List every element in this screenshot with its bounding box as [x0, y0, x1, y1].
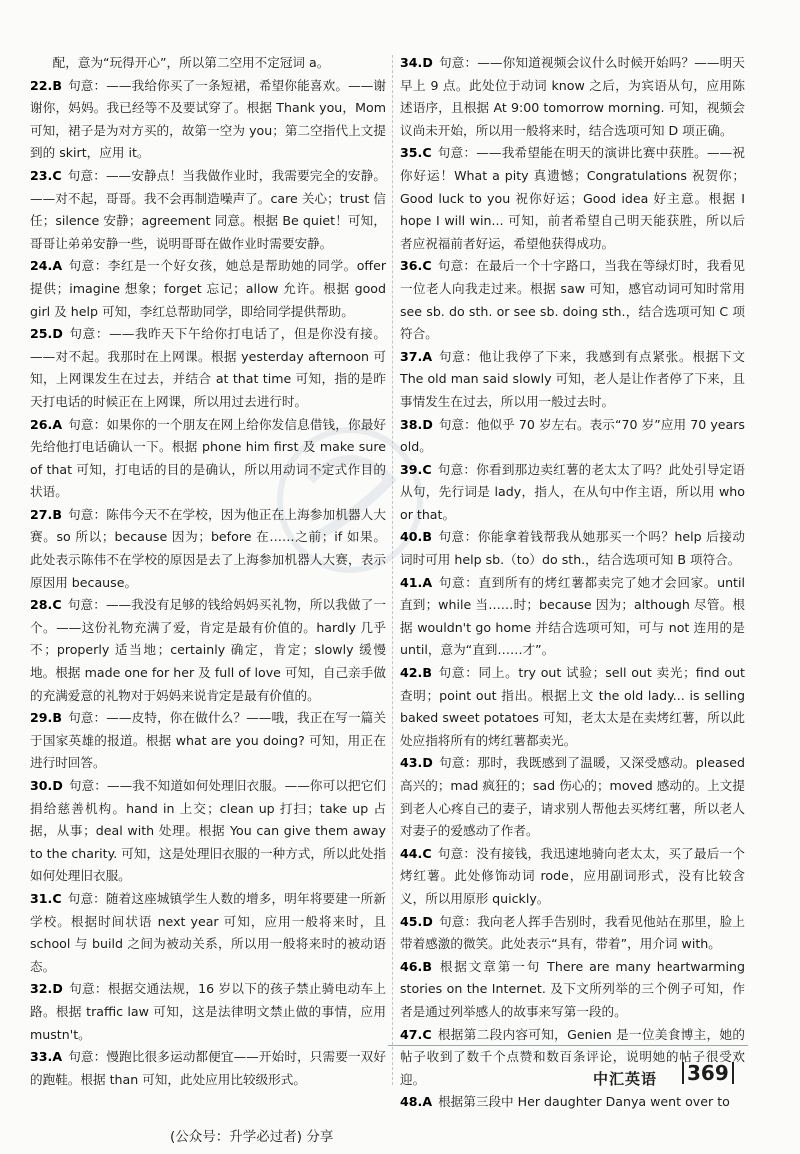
question-number: 45.	[400, 913, 423, 929]
right-column	[400, 52, 745, 1114]
question-number: 26.	[30, 416, 53, 432]
answer-letter: C	[422, 258, 432, 274]
explanation-text: 句意：我向老人挥手告别时，我看见他站在那里，脸上带着感激的微笑。此处表示“具有，带着”，用介词 with。	[400, 913, 745, 952]
answer-entry	[30, 165, 386, 255]
answer-entry	[30, 323, 386, 413]
question-number: 27.	[30, 506, 53, 522]
question-number: 43.	[400, 755, 423, 771]
question-number: 33.	[30, 1049, 53, 1065]
answer-letter: B	[52, 506, 62, 522]
answer-letter: A	[52, 258, 63, 274]
answer-entry	[30, 707, 386, 775]
question-number: 44.	[400, 845, 423, 861]
question-number: 37.	[400, 348, 423, 364]
explanation-text: 根据第三段中 Her daughter Danya went over to	[438, 1094, 730, 1110]
explanation-text: 句意：他似乎 70 岁左右。表示“70 岁”应用 70 years old。	[400, 416, 745, 455]
answer-entry	[30, 1046, 386, 1091]
answer-letter: C	[52, 597, 62, 613]
answer-letter: D	[52, 326, 63, 342]
column-divider	[392, 55, 393, 1085]
question-number: 29.	[30, 710, 53, 726]
answer-entry	[400, 255, 745, 345]
answer-entry	[30, 255, 386, 323]
answer-letter: A	[52, 416, 63, 432]
answer-entry	[30, 594, 386, 707]
explanation-text: 句意：同上。try out 试验；sell out 卖光；find out 查明；point out 指出。根据上文 the old lady... is selling baked sweet potatoes 可知，老太太是在卖烤红薯，所以此处应指将所有的烤红薯都卖光。	[400, 665, 745, 748]
answer-entry	[400, 526, 745, 571]
explanation-text: 句意：你能拿着钱帮我从她那买一个吗？help 后接动词时可用 help sb.（to）do sth.，结合选项可知 B 项符合。	[400, 529, 745, 568]
question-number: 30.	[30, 778, 53, 793]
answer-entry	[30, 775, 386, 888]
answer-letter: B	[422, 665, 432, 681]
question-number: 41.	[400, 574, 423, 590]
footer-book-title: 中汇英语	[593, 1070, 658, 1088]
answer-letter: B	[52, 710, 62, 726]
answer-entry	[30, 75, 386, 165]
answer-letter: D	[52, 981, 63, 997]
answer-letter: C	[422, 461, 432, 477]
explanation-text: 句意：随着这座城镇学生人数的增多，明年将要建一所新学校。根据时间状语 next year 可知，应用一般将来时，且 school 与 build 之间为被动关系，所以用一般将来时的被动语态。	[30, 890, 386, 974]
answer-letter: B	[422, 958, 432, 974]
question-number: 39.	[400, 461, 423, 477]
answer-letter: C	[52, 167, 62, 183]
answer-entry	[400, 1091, 745, 1114]
question-number: 22.	[30, 77, 53, 93]
question-number: 47.	[400, 1026, 423, 1042]
explanation-text: 句意：你看到那边卖红薯的老太太了吗？此处引导定语从句，先行词是 lady，指人，在从句中作主语，所以用 who or that。	[400, 461, 745, 522]
explanation-text: 句意：——你知道视频会议什么时候开始吗？——明天早上 9 点。此处位于动词 know 之后，为宾语从句，应用陈述语序，且根据 At 9:00 tomorrow morning. 可知，视频会议尚未开始，所以用一般将来时，结合选项可知 D 项正确。	[400, 55, 745, 138]
question-number: 36.	[400, 258, 423, 274]
answer-letter: A	[52, 1049, 63, 1065]
answer-letter: A	[422, 574, 433, 590]
question-number: 34.	[400, 55, 423, 70]
answer-letter: B	[422, 529, 432, 545]
footer-page-number: 369	[682, 1062, 734, 1084]
answer-entry	[400, 346, 745, 414]
answer-entry	[400, 414, 745, 459]
answer-entry	[400, 572, 745, 662]
answer-entry	[30, 978, 386, 1046]
question-number: 38.	[400, 416, 423, 432]
answer-entry	[30, 52, 386, 75]
explanation-text: 配，意为“玩得开心”，所以第二空用不定冠词 a。	[52, 55, 330, 70]
question-number: 28.	[30, 597, 53, 613]
answer-letter: A	[422, 1094, 433, 1110]
answer-letter: D	[422, 755, 433, 771]
answer-entry	[400, 52, 745, 142]
question-number: 25.	[30, 326, 53, 342]
answer-entry	[400, 662, 745, 752]
question-number: 23.	[30, 167, 53, 183]
answer-entry	[30, 504, 386, 594]
answer-entry	[400, 956, 745, 1024]
explanation-text: 句意：——我给你买了一条短裙，希望你能喜欢。——谢谢你，妈妈。我已经等不及要试穿了。根据 Thank you，Mom 可知，裙子是为对方买的，故第一空为 you；第二空指代上文提到的 skirt，应用 it。	[30, 77, 386, 161]
answer-letter: D	[422, 416, 433, 432]
answer-letter: C	[422, 1026, 432, 1042]
explanation-text: 句意：如果你的一个朋友在网上给你发信息借钱，你最好先给他打电话确认一下。根据 phone him first 及 make sure of that 可知，打电话的目的是确认，所以用动词不定式作目的状语。	[30, 416, 386, 500]
answer-letter: D	[422, 913, 433, 929]
explanation-text: 句意：——皮特，你在做什么？——哦，我正在写一篇关于国家英雄的报道。根据 what are you doing? 可知，用正在进行时回答。	[30, 710, 386, 771]
answer-letter: C	[422, 145, 432, 161]
explanation-text: 根据第二段内容可知，Genien 是一位美食博主，她的帖子收到了数千个点赞和数百条评论，说明她的帖子很受欢迎。	[400, 1026, 745, 1087]
question-number: 42.	[400, 665, 423, 681]
explanation-text: 句意：在最后一个十字路口，当我在等绿灯时，我看见一位老人向我走过来。根据 saw 可知，感官动词可知时常用 see sb. do sth. or see sb. doing sth.，结合选项可知 C 项符合。	[400, 258, 745, 342]
explanation-text: 根据文章第一句 There are many heartwarming stories on the Internet. 及下文所列举的三个例子可知，作者是通过列举感人的故事来写第一段的。	[400, 958, 745, 1019]
answer-entry	[400, 843, 745, 911]
question-number: 32.	[30, 981, 53, 997]
answer-entry	[400, 911, 745, 956]
explanation-text: 句意：——安静点！当我做作业时，我需要完全的安静。——对不起，哥哥。我不会再制造噪声了。care 关心；trust 信任；silence 安静；agreement 同意。根据 Be quiet！可知，哥哥让弟弟安静一些，说明哥哥在做作业时需要安静。	[30, 167, 386, 251]
explanation-text: 句意：慢跑比很多运动都便宜——开始时，只需要一双好的跑鞋。根据 than 可知，此处应用比较级形式。	[30, 1049, 386, 1087]
answer-letter: A	[422, 348, 433, 364]
answer-entry	[30, 414, 386, 504]
explanation-text: 句意：直到所有的烤红薯都卖完了她才会回家。until 直到；while 当……时；because 因为；although 尽管。根据 wouldn't go home 并结合选项可知，可与 not 连用的是 until，意为“直到……才”。	[400, 574, 745, 658]
question-number: 48.	[400, 1094, 423, 1110]
explanation-text: 句意：——我没有足够的钱给妈妈买礼物，所以我做了一个。——这份礼物充满了爱，肯定是最有价值的。hardly 几乎不；properly 适当地；certainly 确定，肯定；slowly 缓慢地。根据 made one for her 及 full of love 可知，自己亲手做的充满爱意的礼物对于妈妈来说肯定是最有价值的。	[30, 597, 386, 703]
answer-letter: D	[52, 778, 63, 793]
answer-letter: C	[52, 890, 62, 906]
question-number: 24.	[30, 258, 53, 274]
explanation-text: 句意：——我不知道如何处理旧衣服。——你可以把它们捐给慈善机构。hand in 上交；clean up 打扫；take up 占据，从事；deal with 处理。根据 You can give them away to the charity. 可知，这是处理旧衣服的一种方式，所以此处指如何处理旧衣服。	[30, 778, 386, 884]
answer-letter: C	[422, 845, 432, 861]
explanation-text: 句意：没有接钱，我迅速地骑向老太太，买了最后一个烤红薯。此处修饰动词 rode，应用副词形式，没有比较含义，所以用原形 quickly。	[400, 845, 745, 906]
answer-entry	[400, 752, 745, 842]
footer-rule	[388, 1045, 748, 1046]
explanation-text: 句意：——我希望能在明天的演讲比赛中获胜。——祝你好运！What a pity 真遗憾；Congratulations 祝贺你；Good luck to you 祝你好运；Good idea 好主意。根据 I hope I will win... 可知，前者希望自己明天能获胜，所以后者应祝福前者好运，希望他获得成功。	[400, 145, 745, 251]
explanation-text: 句意：陈伟今天不在学校，因为他正在上海参加机器人大赛。so 所以；because 因为；before 在……之前；if 如果。此处表示陈伟不在学校的原因是去了上海参加机器人大赛，表示原因用 because。	[30, 506, 386, 590]
answer-letter: D	[422, 55, 433, 70]
bottom-share-note: (公众号：升学必过者) 分享	[170, 1129, 334, 1145]
explanation-text: 句意：那时，我既感到了温暖，又深受感动。pleased 高兴的；mad 疯狂的；sad 伤心的；moved 感动的。上文提到老人心疼自己的妻子，请求别人帮他去买烤红薯，所以老人对妻子的爱感动了作者。	[400, 755, 745, 839]
answer-entry	[400, 142, 745, 255]
question-number: 46.	[400, 958, 423, 974]
left-column	[30, 52, 386, 1091]
explanation-text: 句意：——我昨天下午给你打电话了，但是你没有接。——对不起。我那时在上网课。根据 yesterday afternoon 可知，上网课发生在过去，并结合 at that time 可知，指的是昨天打电话的时候正在上网课，所以用过去进行时。	[30, 326, 386, 409]
answer-entry	[400, 459, 745, 527]
question-number: 40.	[400, 529, 423, 545]
question-number: 31.	[30, 890, 53, 906]
question-number: 35.	[400, 145, 423, 161]
answer-letter: B	[52, 77, 62, 93]
explanation-text: 句意：李红是一个好女孩，她总是帮助她的同学。offer 提供；imagine 想象；forget 忘记；allow 允许。根据 good girl 及 help 可知，李红总帮助同学，即给同学提供帮助。	[30, 258, 386, 319]
explanation-text: 句意：他让我停了下来，我感到有点紧张。根据下文 The old man said slowly 可知，老人是让作者停了下来，且事情发生在过去，所以用一般过去时。	[400, 348, 745, 409]
explanation-text: 句意：根据交通法规，16 岁以下的孩子禁止骑电动车上路。根据 traffic law 可知，这是法律明文禁止做的事情，应用 mustn't。	[30, 981, 386, 1042]
answer-entry	[30, 888, 386, 978]
